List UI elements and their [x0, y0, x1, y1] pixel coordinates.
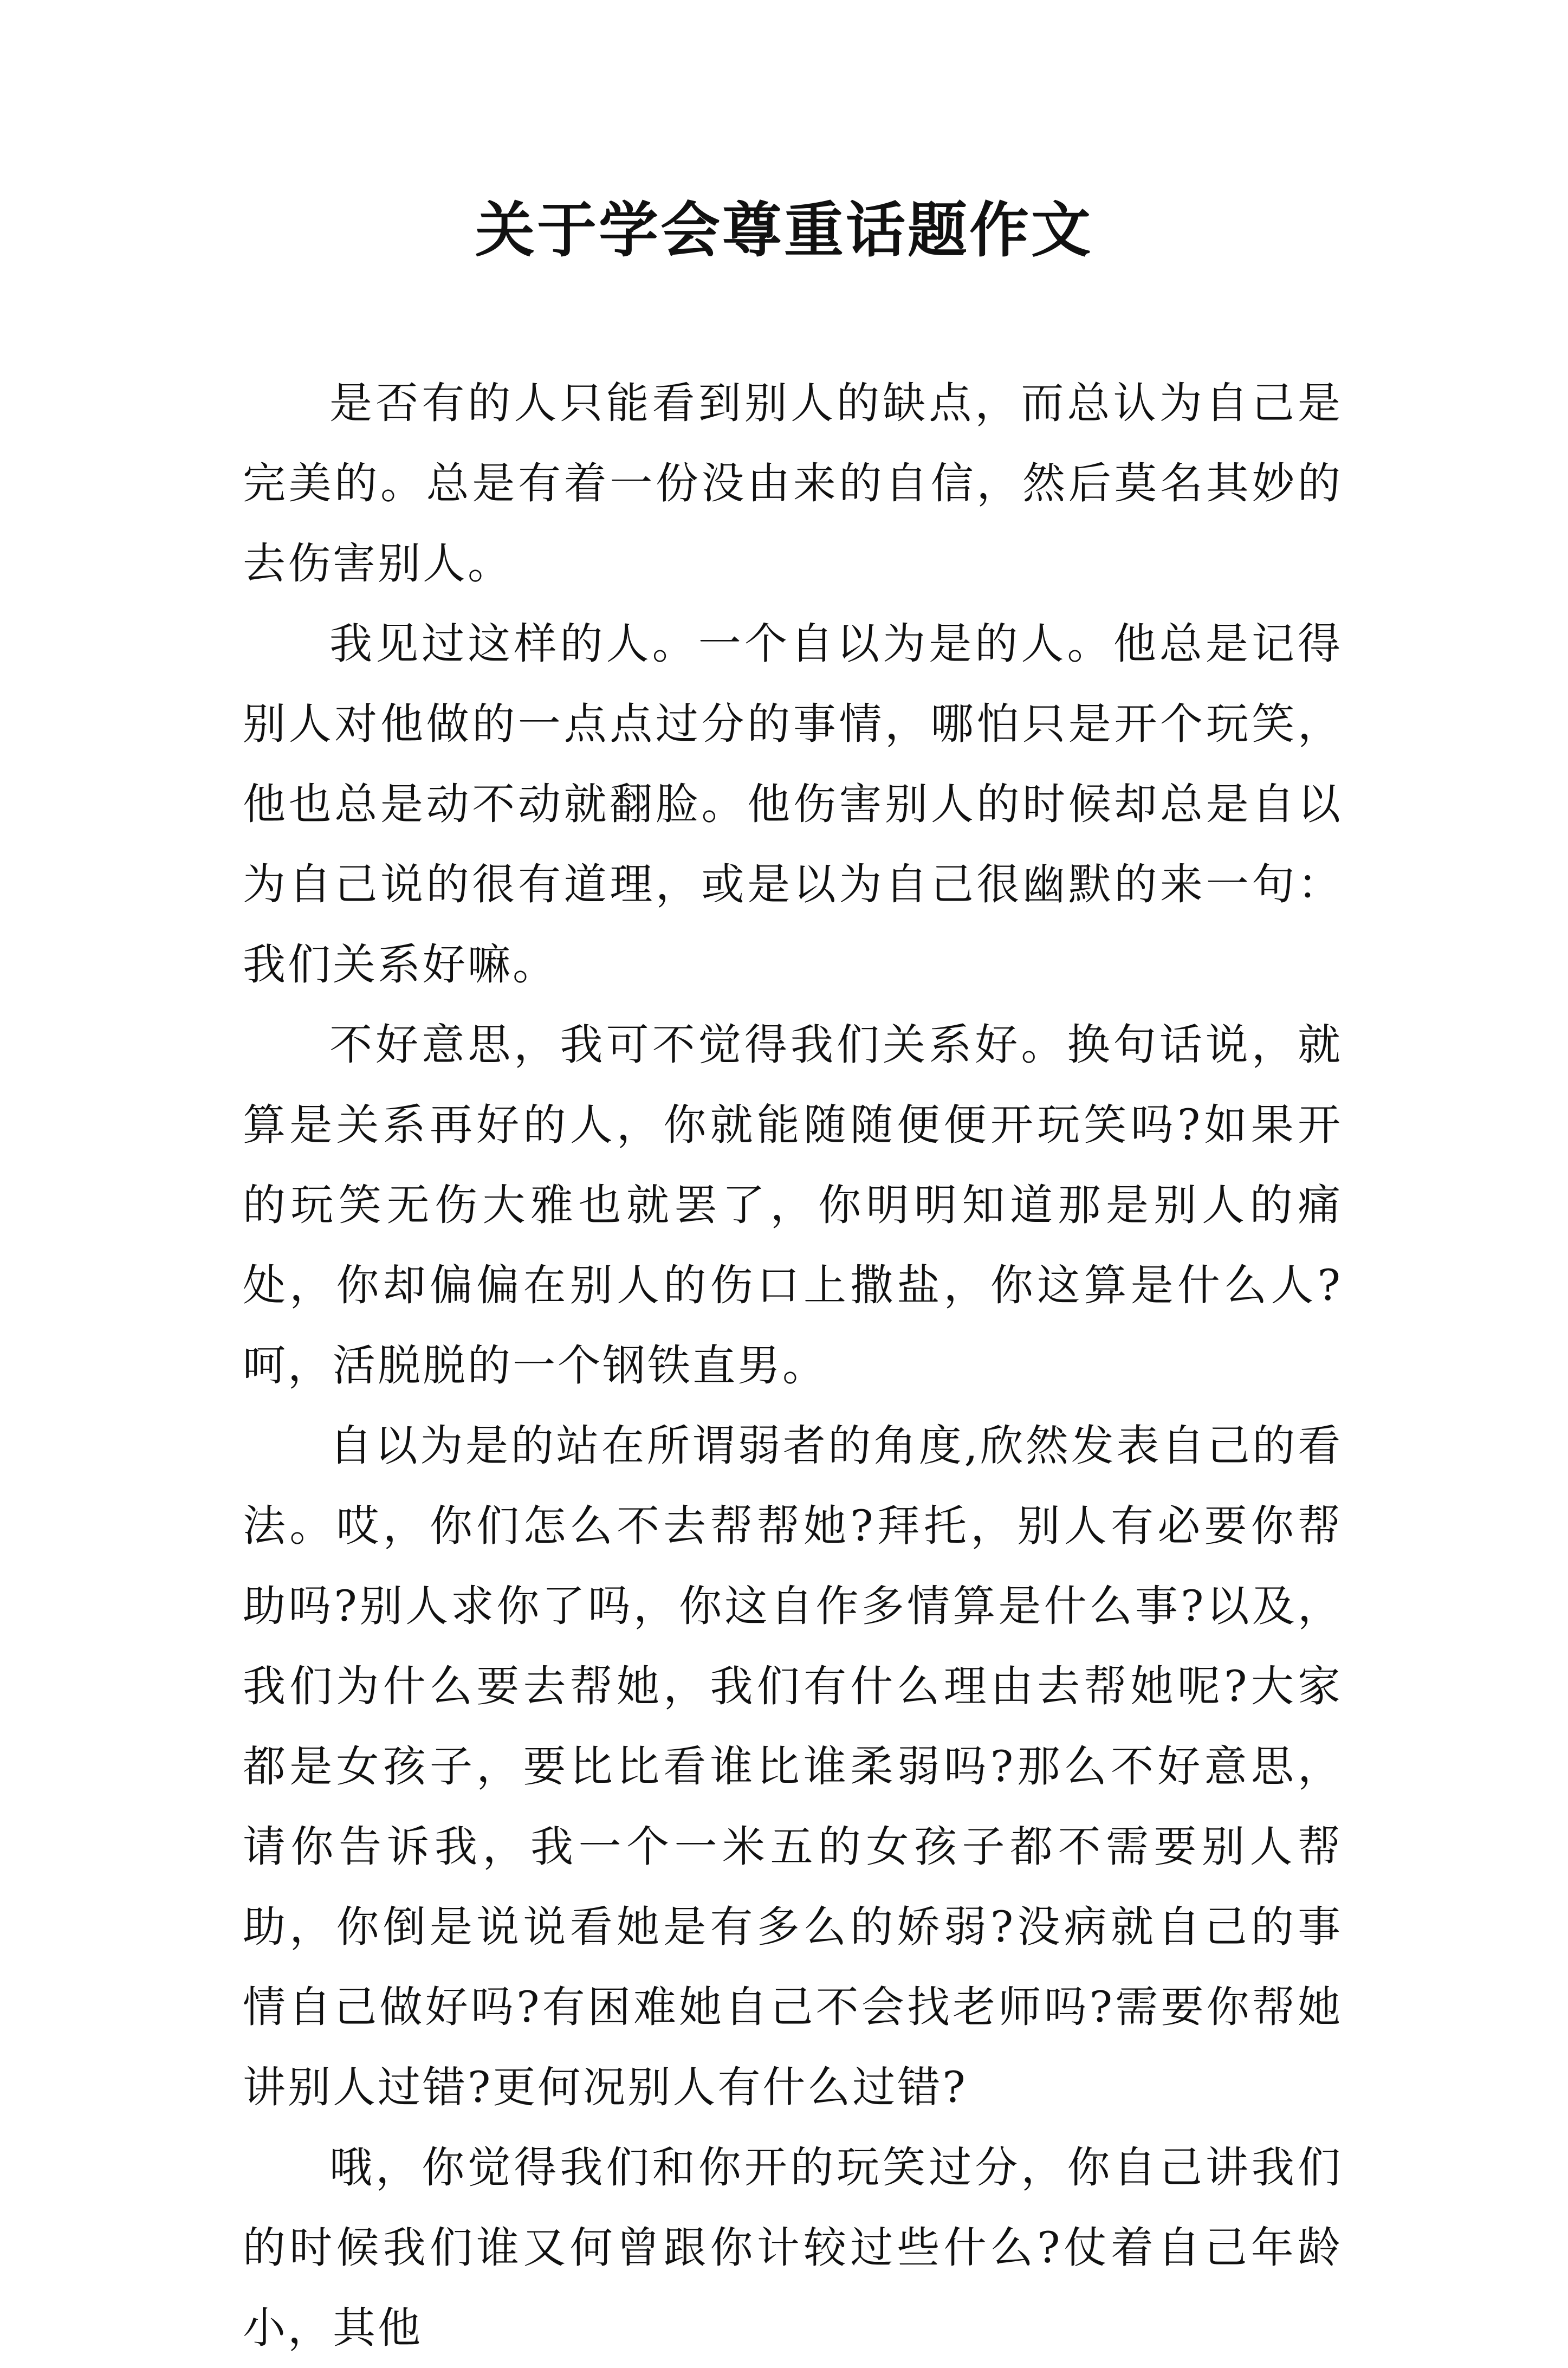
paragraph: 自以为是的站在所谓弱者的角度,欣然发表自己的看法。哎，你们怎么不去帮帮她?拜托，别人有必要你帮助吗?别人求你了吗，你这自作多情算是什么事?以及，我们为什么要去帮她，我们有什么理由去帮她呢?大家都是女孩子，要比比看谁比谁柔弱吗?那么不好意思，请你告诉我，我一个一米五的女孩子都不需要别人帮助，你倒是说说看她是有多么的娇弱?没病就自己的事情自己做好吗?有困难她自己不会找老师吗?需要你帮她讲别人过错?更何况别人有什么过错? — [243, 1421, 1343, 2112]
document-title: 关于学会尊重话题作文 — [475, 195, 1093, 265]
paragraph: 我见过这样的人。一个自以为是的人。他总是记得别人对他做的一点点过分的事情，哪怕只是开个玩笑，他也总是动不动就翻脸。他伤害别人的时候却总是自以为自己说的很有道理，或是以为自己很幽默的来一句：我们关系好嘛。 — [243, 619, 1343, 989]
document-body — [243, 363, 1343, 2368]
paragraph: 是否有的人只能看到别人的缺点，而总认为自己是完美的。总是有着一份没由来的自信，然后莫名其妙的去伤害别人。 — [243, 378, 1343, 588]
paragraph: 不好意思，我可不觉得我们关系好。换句话说，就算是关系再好的人，你就能随随便便开玩笑吗?如果开的玩笑无伤大雅也就罢了，你明明知道那是别人的痛处，你却偏偏在别人的伤口上撒盐，你这算是什么人?呵，活脱脱的一个钢铁直男。 — [243, 1020, 1343, 1390]
paragraph: 哦，你觉得我们和你开的玩笑过分，你自己讲我们的时候我们谁又何曾跟你计较过些什么?仗着自己年龄小，其他 — [243, 2143, 1343, 2353]
